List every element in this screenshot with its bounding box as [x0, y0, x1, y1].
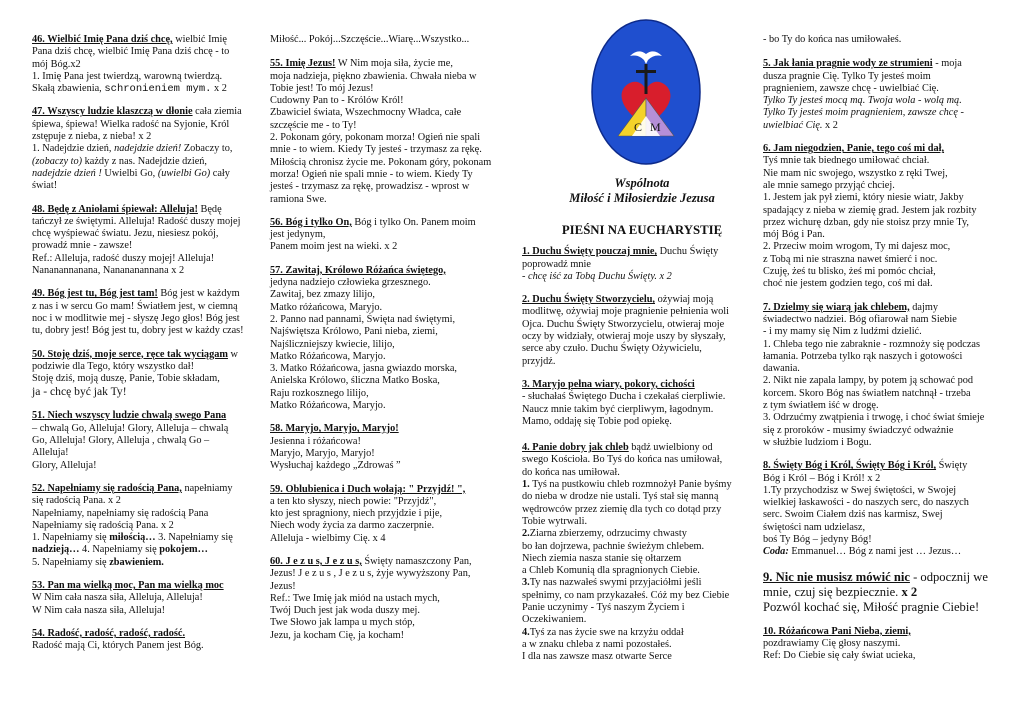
- lyric: spełnimy, co nam przykazałeś. Cóż my bez Ciebie: [522, 589, 730, 601]
- lyric: 3.: [522, 577, 530, 589]
- lyric: Miłość... Pokój...Szczęście...Wiarę...Wszystko...: [270, 34, 470, 45]
- lyric: Twój Duch jest jak woda duszy mej.: [270, 605, 420, 617]
- lyric: Ref: Do Ciebie się cały świat ucieka,: [763, 650, 916, 662]
- lyric: w służbie ludziom i Bogu.: [763, 436, 872, 448]
- lyric: Mamo, oddaję się Tobie pod opiekę.: [522, 415, 672, 427]
- lyric: Nie mam nic swojego, wszystko z ręki Twej,: [763, 167, 948, 179]
- lyric: ja - chcę być jak Ty!: [32, 385, 127, 399]
- song-10: [763, 626, 1003, 663]
- song-title: 57. Zawitaj, Królowo Różańca świętego,: [270, 264, 446, 276]
- lyric: Jezus! J e z u s , J e z u s, żyje wywyższony Pan,: [270, 568, 471, 580]
- lyric: chcę wyśpiewać światu. Jezu, niesiesz pokój,: [32, 228, 219, 240]
- lyric: Zobaczy to,: [181, 143, 233, 155]
- lyric: kto jest spragniony, niech przyjdzie i pije,: [270, 508, 443, 520]
- lyric: Pozwól kochać się, Miłość pragnie Ciebie!: [763, 599, 980, 614]
- song-title: 7. Dzielmy się wiarą jak chlebem,: [763, 301, 910, 313]
- lyric: Raju rozkosznego lilijo,: [270, 387, 369, 399]
- column-4: [763, 34, 1003, 673]
- song-4: [522, 442, 762, 663]
- lyric: Alleluja - wielbimy Cię. x 4: [270, 532, 386, 544]
- lyric: 1. Chleba tego nie zabraknie - rozmnoży się podczas: [763, 338, 981, 350]
- lyric: nadzieją…: [32, 544, 80, 556]
- song-5: [763, 58, 1003, 132]
- lyric: bądź uwielbiony od: [628, 442, 713, 454]
- song-continuation: [270, 34, 505, 46]
- lyric: zstępuje z nieba, z nieba! x 2: [32, 131, 152, 143]
- lyric: podziwie dla Tego, który wszystko dał!: [32, 360, 195, 372]
- lyric: Skałą zbawienia,: [32, 83, 105, 95]
- lyric: oczy by widziały, otwieraj moje uszy by słyszały,: [522, 331, 726, 343]
- song-7: [763, 302, 1003, 450]
- lyric: wielkiej łaskawości - do naszych serc, do naszych: [763, 497, 969, 509]
- lyric: mnie - to wiem. Kiedy Ty jesteś - trzymasz za rękę.: [270, 144, 482, 156]
- song-2: [522, 294, 762, 368]
- song-51: [32, 410, 272, 471]
- lyric: Glory, Alleluja!: [32, 459, 97, 471]
- song-title: 4. Panie dobry jak chleb: [522, 442, 629, 454]
- lyric: (zobaczy to): [32, 155, 83, 167]
- lyric: 1. Nadejdzie dzień,: [32, 143, 115, 155]
- lyric: 3. Odrzućmy zwątpienia i trwogę, i choć świat śmieje: [763, 412, 985, 424]
- lyric: 4. Napełniamy się: [79, 544, 160, 556]
- community-logo: [590, 18, 702, 166]
- song-title: 55. Imię Jezus!: [270, 58, 336, 70]
- song-title: 5. Jak łania pragnie wody ze strumieni: [763, 58, 933, 70]
- lyric: mnie, czuj się bezpiecznie.: [763, 584, 899, 599]
- lyric: Tyś na pustkowiu chleb rozmnożył Panie byśmy: [529, 479, 732, 491]
- song-1: [522, 246, 762, 283]
- song-title: 2. Duchu Święty Stworzycielu,: [522, 294, 655, 306]
- lyric: a ten kto słyszy, niech powie: "Przyjdź",: [270, 495, 437, 507]
- lyric: dawania.: [763, 363, 800, 375]
- song-47: [32, 106, 272, 192]
- lyric: x 2: [898, 584, 918, 599]
- song-3: [522, 379, 762, 428]
- lyric: – chwalą Go, Alleluja! Glory, Alleluja – chwalą: [32, 422, 229, 434]
- community-line: Miłość i Miłosierdzie Jezusa: [569, 191, 715, 205]
- lyric: Święty: [936, 460, 968, 472]
- song-title: 53. Pan ma wielką moc, Pan ma wielką moc: [32, 579, 224, 591]
- lyric: 1. Napełniamy się: [32, 532, 110, 544]
- lyric: mój Bóg.x2: [32, 58, 81, 70]
- lyric: spadający z nieba w ziemię grad. Jestem jak rozbity: [763, 204, 977, 216]
- lyric: dusza pragnie Cię. Tylko Ty jesteś moim: [763, 70, 931, 82]
- lyric: przyjdź.: [522, 355, 556, 367]
- lyric: Wysłuchaj każdego „Zdrowaś ”: [270, 460, 401, 472]
- song-title: 10. Różańcowa Pani Nieba, ziemi,: [763, 625, 911, 637]
- song-46: [32, 34, 272, 95]
- lyric: z nas i w sercu Go mam! Światłem jest, w ciemną: [32, 300, 238, 312]
- song-57: [270, 265, 505, 413]
- lyric: świadectwo nadziei. Bóg ofiarował nam Siebie: [763, 313, 957, 325]
- song-title: 56. Bóg i tylko On,: [270, 216, 352, 228]
- community-name: [522, 176, 762, 206]
- song-title: 46. Wielbić Imię Pana dziś chcę,: [32, 34, 173, 45]
- logo-letter-c: C: [634, 120, 643, 134]
- lyric: Zawitaj, bez zmazy lilijo,: [270, 289, 375, 301]
- lyric: z tym światłem iść w drogę.: [763, 400, 879, 412]
- song-6: [763, 143, 1003, 291]
- column-1: [32, 34, 272, 663]
- lyric: uwielbiać Cię.: [763, 119, 823, 131]
- lyric: Tyś mnie tak biednego umiłować chciał.: [763, 155, 930, 167]
- lyric: a Chleb Komunią dla spragnionych Ciebie.: [522, 565, 700, 577]
- lyric: Niech wody życia za darmo zaczerpnie.: [270, 520, 435, 532]
- lyric: jedyna nadziejo człowieka grzesznego.: [270, 277, 431, 289]
- logo-letter-m: M: [650, 120, 661, 134]
- lyric: pozdrawiamy Cię głosy naszymi.: [763, 637, 901, 649]
- lyric: się radością Pana. x 2: [32, 495, 121, 507]
- lyric: miłością…: [109, 532, 156, 544]
- lyric: - słuchałaś Świętego Ducha i czekałaś cierpliwie.: [522, 391, 726, 403]
- lyric: Czuję, żeś tu blisko, żeś mi pomóc chciał,: [763, 266, 936, 278]
- song-title: 58. Maryjo, Maryjo, Maryjo!: [270, 423, 399, 435]
- lyric: Bóg i tylko On. Panem moim: [351, 216, 476, 228]
- lyric: 2. Pokonam góry, pokonam morza! Ogień nie spali: [270, 132, 481, 144]
- lyric: jest jedynym,: [270, 229, 326, 241]
- lyric: - bo Ty do końca nas umiłowałeś.: [763, 34, 902, 45]
- lyric: serce aby czuło. Duchu Święty Ożywicielu,: [522, 343, 702, 355]
- cross-icon: [645, 64, 648, 94]
- lyric: zbawieniem.: [109, 556, 164, 568]
- lyric: Tylko Ty jesteś moim pragnieniem, zawsze chcę -: [763, 107, 964, 119]
- lyric: 2. Panno nad pannami, Święta nad świętymi,: [270, 313, 456, 325]
- lyric: serc. Swoim Ciałem dziś nas karmisz, Swej: [763, 509, 943, 521]
- lyric: x 2: [211, 83, 227, 95]
- page-title: PIEŚNI NA EUCHARYSTIĘ: [561, 223, 723, 237]
- lyric: Stoję dziś, moją duszę, Panie, Tobie składam,: [32, 373, 220, 385]
- lyric: - i my mamy się Nim z ludźmi dzielić.: [763, 326, 922, 338]
- lyric: Bóg jest w każdym: [157, 288, 240, 300]
- lyric: się z proroków - musimy świadczyć odważnie: [763, 424, 954, 436]
- song-title: 50. Stoję dziś, moje serce, ręce tak wyciągam: [32, 348, 228, 360]
- lyric: prowadź mnie - zawsze!: [32, 240, 133, 252]
- lyric: 2. Nikt nie zapala lampy, by potem ją schować pod: [763, 375, 974, 387]
- lyric: Najświętsza Królowo, Pani nieba, ziemi,: [270, 326, 438, 338]
- lyric: Ref.: Alleluja, radość duszy mojej! Alleluja!: [32, 252, 215, 264]
- lyric: 1.: [522, 479, 530, 491]
- song-title: 8. Święty Bóg i Król, Święty Bóg i Król,: [763, 460, 937, 472]
- song-title: 47. Wszyscy ludzie klaszczą w dłonie: [32, 106, 193, 118]
- lyric: Maryjo, Maryjo, Maryjo!: [270, 447, 375, 459]
- lyric: Napełniamy, napełniamy się radością Pana: [32, 507, 209, 519]
- song-59: [270, 484, 505, 545]
- song-title: 54. Radość, radość, radość, radość.: [32, 627, 186, 639]
- lyric: Matko różańcowa, Maryjo.: [270, 301, 383, 313]
- lyric: Naucz mnie takim być cierpliwym, łagodnym.: [522, 403, 714, 415]
- song-title: 3. Maryjo pełna wiary, pokory, cichości: [522, 378, 695, 390]
- lyric: świat!: [32, 180, 58, 192]
- lyric: 1. Jestem jak pył ziemi, który niesie wiatr, Jakby: [763, 192, 964, 204]
- lyric: do nieba w drodze nie ustali. Tyś stał się manną: [522, 491, 719, 503]
- song-continuation: [763, 34, 1003, 46]
- lyric: morza! Ogień nie spali mnie - to wiem. Kiedy Ty: [270, 168, 473, 180]
- song-title: 52. Napełniamy się radością Pana,: [32, 482, 182, 494]
- song-48: [32, 204, 272, 278]
- lyric: 4.: [522, 626, 530, 638]
- lyric: 5. Napełniamy się: [32, 556, 110, 568]
- lyric: szczęście me - to Ty!: [270, 119, 357, 131]
- lyric: mój Bóg i Pan.: [763, 229, 825, 241]
- song-title: 49. Bóg jest tu, Bóg jest tam!: [32, 288, 158, 300]
- song-52: [32, 483, 272, 569]
- lyric: W Nim cała nasza siła, Alleluja!: [32, 604, 166, 616]
- lyric: 1. Imię Pana jest twierdzą, warowną twierdzą.: [32, 70, 223, 82]
- song-55: [270, 58, 505, 206]
- community-line: Wspólnota: [614, 176, 670, 190]
- lyric: napełniamy: [181, 482, 233, 494]
- lyric: a w znaku chleba z nami pozostałeś.: [522, 638, 672, 650]
- lyric: Emmanuel… Bóg z nami jest … Jezus…: [788, 546, 962, 558]
- lyric: jesteś - trzymasz za rękę, prowadzisz - wprost w: [270, 181, 470, 193]
- lyric: nadejdzie dzień !: [32, 167, 102, 179]
- song-54: [32, 628, 272, 653]
- lyric: cały: [210, 167, 230, 179]
- lyric: Ojca. Duchu Święty Stworzycielu, otwieraj moje: [522, 318, 725, 330]
- lyric: Twe Słowo jak lampa u mych stóp,: [270, 617, 415, 629]
- lyric: bo łan dojrzewa, pachnie świeżym chlebem.: [522, 540, 705, 552]
- lyric: Matko Różańcowa, Maryjo.: [270, 400, 386, 412]
- song-title: 48. Będę z Aniołami śpiewał: Alleluja!: [32, 203, 198, 215]
- lyric: tańczył ze świętymi. Alleluja! Radość duszy mojej: [32, 215, 241, 227]
- lyric: Ziarna zbierzemy, odrzucimy chwasty: [529, 528, 687, 540]
- lyric: modlitwę, ożywiaj moje pragnienie pełnienia woli: [522, 306, 730, 318]
- lyric: swego Kościoła. Bo Tyś do końca nas umiłował,: [522, 454, 723, 466]
- song-50: [32, 349, 272, 400]
- lyric: 2.: [522, 528, 530, 540]
- lyric: Jesienna i różańcowa!: [270, 435, 361, 447]
- lyric: 3. Matko Różańcowa, jasna gwiazdo morska,: [270, 363, 458, 375]
- lyric: przez wichurę dzban, gdy nie stoisz przy mnie Ty,: [763, 216, 970, 228]
- song-title: 9. Nic nie musisz mówić nic: [763, 569, 910, 584]
- lyric: Nananannanana, Nanananannana x 2: [32, 265, 185, 277]
- lyric: Niech ziemia nasza stanie się ołtarzem: [522, 552, 682, 564]
- lyric: wielbić Imię: [172, 34, 227, 45]
- lyric: pragnieniem, zawsze chcę - uwielbiać Cię.: [763, 82, 939, 94]
- lyric: Alleluja!: [32, 447, 69, 459]
- lyric: pokojem…: [159, 544, 208, 556]
- lyric: Tobie wytrwali.: [522, 515, 588, 527]
- lyric: każdy z nas. Nadejdzie dzień,: [82, 155, 207, 167]
- lyric: Jezu, ja kocham Cię, ja kocham!: [270, 629, 405, 641]
- lyric: Ref.: Twe Imię jak miód na ustach mych,: [270, 592, 440, 604]
- lyric: 3. Napełniamy się: [155, 532, 233, 544]
- lyric: Tyś za nas życie swe na krzyżu oddał: [529, 626, 684, 638]
- lyric: W Nim cała nasza siła, Alleluja, Alleluja!: [32, 592, 203, 604]
- lyric: cała ziemia: [192, 106, 242, 118]
- lyric: - odpocznij we: [909, 569, 988, 584]
- lyric: ale mnie samego przyjąć chciej.: [763, 179, 895, 191]
- lyric: w: [227, 348, 238, 360]
- lyric: do końca nas umiłował.: [522, 466, 620, 478]
- lyric: łamania. Potrzeba tylko rąk naszych i gotowości: [763, 350, 963, 362]
- lyric: dajmy: [909, 301, 939, 313]
- lyric: ramiona Swe.: [270, 193, 327, 205]
- song-56: [270, 217, 505, 254]
- lyric: Bóg i Król – Bóg i Król! x 2: [763, 472, 881, 484]
- lyric: schronieniem mym.: [104, 83, 212, 96]
- column-3: [522, 34, 762, 675]
- lyric: Matko Różańcowa, Maryjo.: [270, 350, 386, 362]
- song-title: 60. J e z u s, J e z u s,: [270, 555, 362, 567]
- lyric: Jezus!: [270, 580, 296, 592]
- song-53: [32, 580, 272, 617]
- lyric: Tobie jest! To mój Jezus!: [270, 82, 374, 94]
- song-49: [32, 288, 272, 337]
- lyric: Go, Alleluja! Glory, Alleluja , chwalą Go –: [32, 435, 210, 447]
- lyric: Napełniamy się radością Pana. x 2: [32, 519, 174, 531]
- song-title: 6. Jam niegodzien, Panie, tego coś mi dał,: [763, 143, 945, 155]
- lyric: noc i w modlitwie mej - słyszę Jego głos! Bóg jest: [32, 312, 240, 324]
- lyric: Będę: [197, 203, 222, 215]
- lyric: korcem. Skoro Bóg nas światłem natchnął - trzeba: [763, 387, 971, 399]
- lyric: Panie uczynimy - Tyś naszym Życiem i: [522, 602, 685, 614]
- lyric: wędrowców przez ziemię dla tych co dotąd przy: [522, 503, 722, 515]
- lyric: Święty namaszczony Pan,: [361, 555, 472, 567]
- lyric: I dla nas zawsze masz otwarte Serce: [522, 651, 672, 663]
- lyric: Najśliczniejszy kwiecie, lilijo,: [270, 338, 395, 350]
- lyric: Duchu Święty: [657, 246, 719, 258]
- lyric: śpiewa, śpiewa! Wielka radość na Syjonie, Król: [32, 118, 230, 130]
- song-60: [270, 556, 505, 642]
- lyric: Panem moim jest na wieki. x 2: [270, 241, 398, 253]
- lyric: - moja: [932, 58, 962, 70]
- song-58: [270, 423, 505, 472]
- lyric: choć nie jestem godzien tego, coś mi dał.: [763, 278, 933, 290]
- song-title: 59. Oblubienica i Duch wołają: " Przyjdź! ",: [270, 483, 466, 495]
- song-title: 1. Duchu Święty pouczaj mnie,: [522, 246, 658, 258]
- lyric: Miłością chronisz życie me. Pokonam góry, pokonam: [270, 156, 492, 168]
- lyric: boś Ty Bóg – jedyny Bóg!: [763, 533, 872, 545]
- lyric: ożywiaj moją: [655, 294, 714, 306]
- lyric: 1.Ty przychodzisz w Swej świętości, w Swojej: [763, 484, 957, 496]
- lyric: Oczekiwaniem.: [522, 614, 587, 626]
- lyric: Pana dziś chcę, wielbić Imię Pana dziś chcę - to: [32, 46, 230, 58]
- lyric: z Tobą mi nie straszna nawet śmierć i noc.: [763, 253, 938, 265]
- lyric: nadejdzie dzień!: [114, 143, 182, 155]
- lyric: tu, dobry jest! Bóg jest tu, dobry jest w każdy czas!: [32, 325, 244, 337]
- lyric: Ty nas nazwałeś swymi przyjaciółmi jeśli: [529, 577, 702, 589]
- lyric: Radość mają Ci, których Panem jest Bóg.: [32, 640, 204, 652]
- column-2: [270, 34, 505, 653]
- lyric: świętości nam udzielasz,: [763, 521, 866, 533]
- lyric: Cudowny Pan to - Królów Król!: [270, 95, 404, 107]
- lyric: Tylko Ty jesteś mocą mą. Twoja wola - wolą mą.: [763, 95, 962, 107]
- lyric: x 2: [822, 119, 838, 131]
- lyric: poprowadź mnie: [522, 258, 591, 270]
- song-9: [763, 570, 1003, 615]
- lyric: 2. Przeciw moim wrogom, Ty mi dajesz moc,: [763, 241, 951, 253]
- lyric: (uwielbi Go): [157, 167, 211, 179]
- lyric: W Nim moja siła, życie me,: [335, 58, 453, 70]
- song-8: [763, 460, 1003, 558]
- lyric: Zbawiciel świata, Wszechmocny Władca, całe: [270, 107, 462, 119]
- song-title: 51. Niech wszyscy ludzie chwalą swego Pana: [32, 410, 227, 422]
- lyric: Anielska Królowo, śliczna Matko Boska,: [270, 375, 440, 387]
- lyric: Coda:: [763, 546, 789, 558]
- lyric: - chcę iść za Tobą Duchu Święty. x 2: [522, 270, 672, 282]
- lyric: Uwielbi Go,: [101, 167, 158, 179]
- lyric: moja nadzieja, piękno zbawienia. Chwała nieba w: [270, 70, 477, 82]
